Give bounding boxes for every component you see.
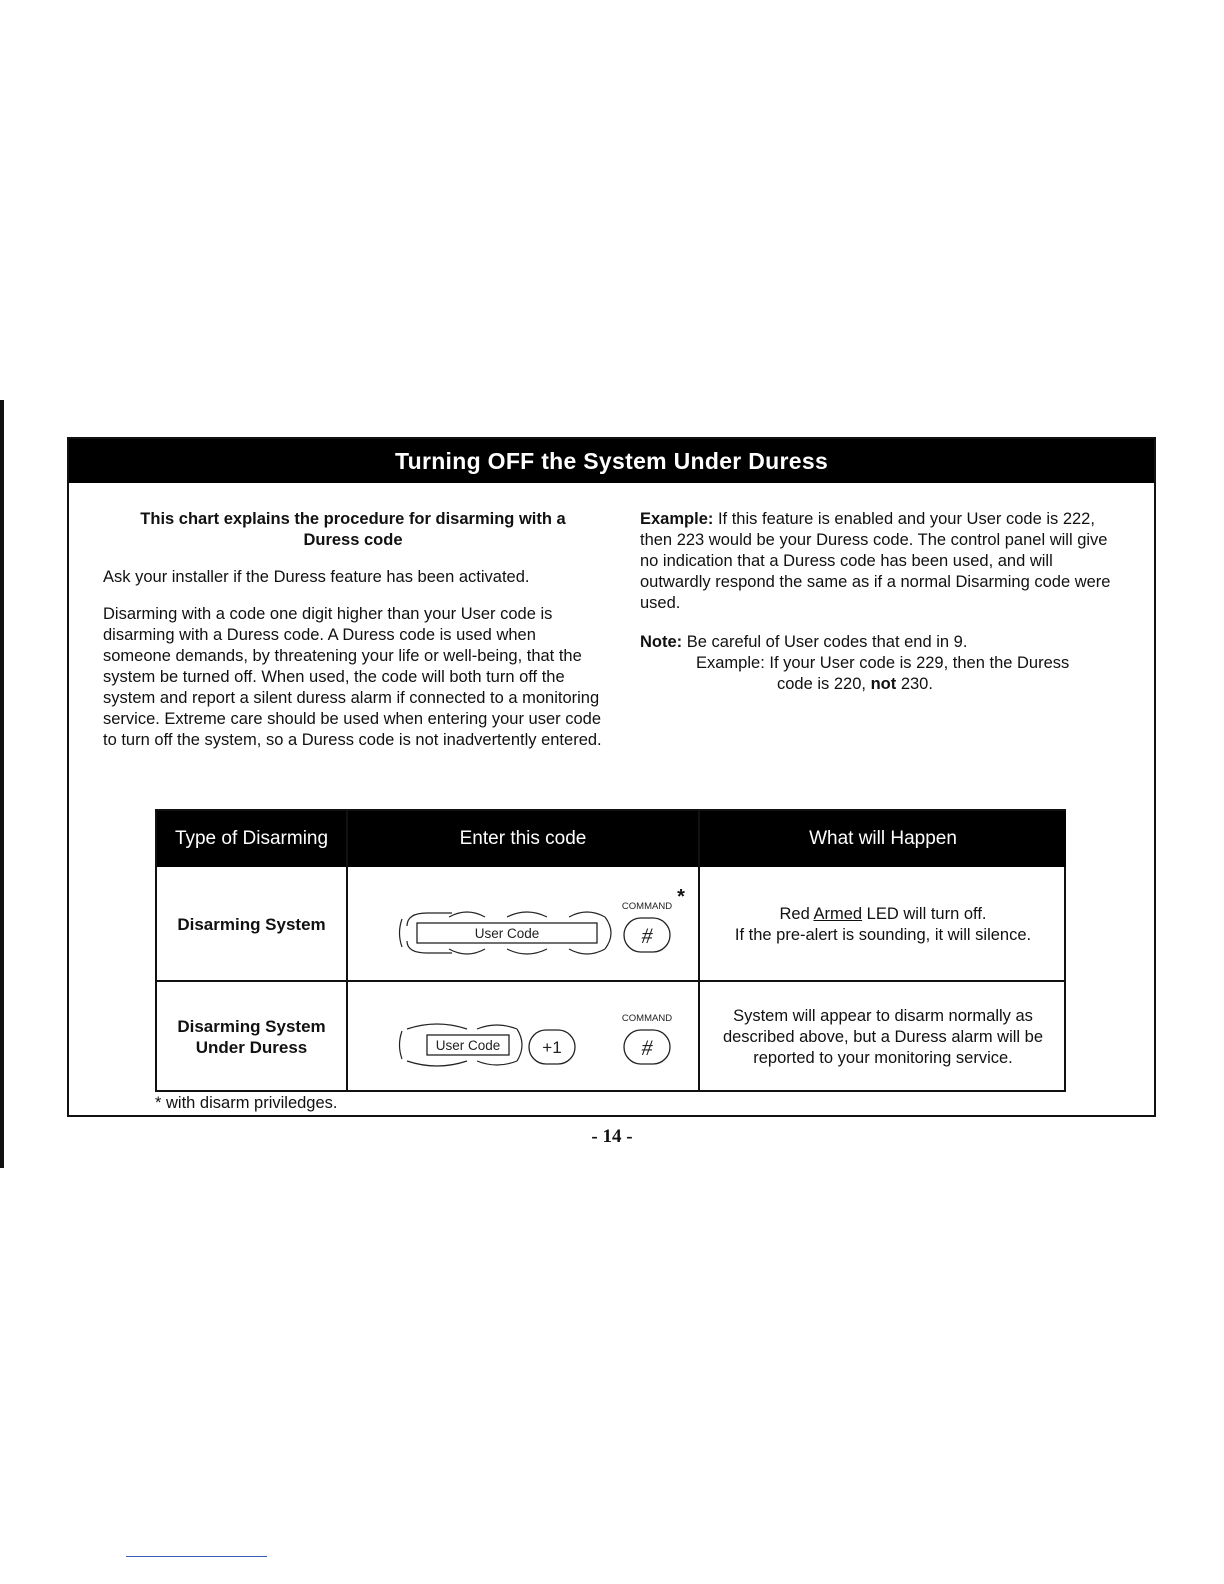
row2-type [157,982,346,1092]
row1-type: Disarming System [177,915,326,934]
note-line-3-post: 230. [900,675,933,693]
user-code-key-label: User Code [435,1038,501,1053]
note-line-3-pre: code is 220, [777,675,866,693]
note-line-2: Example: If your User code is 229, then the Duress [696,654,1070,672]
row2-result: System will appear to disarm normally as described above, but a Duress alarm will be reported to your monitoring service. [722,1006,1044,1067]
note-line-3 [640,674,1120,695]
row1-result-line2: If the pre-alert is sounding, it will silence. [734,925,1032,944]
note-line-1 [640,632,1120,653]
disarming-table [155,809,1066,1092]
example-label: Example: [640,510,714,528]
row1-result-line1 [780,904,987,925]
panel-title: Turning OFF the System Under Duress [69,439,1154,483]
result-text: LED will turn off. [866,904,987,923]
intro-column [103,509,603,767]
row1-key-sequence [367,881,697,976]
command-label: COMMAND [621,901,673,912]
header-code: Enter this code [348,811,698,867]
table-divider [346,811,348,1090]
example-column [640,509,1120,695]
duress-panel [67,437,1156,1117]
footnote: * with disarm priviledges. [155,1094,338,1112]
scan-edge-bar [0,400,4,1168]
row2-type-line2: Under Duress [195,1038,308,1057]
row2-type-line1: Disarming System [177,1017,326,1036]
note-label: Note: [640,633,683,651]
intro-paragraph-duress: Disarming with a code one digit higher than your User code is disarming with a Duress code. A Duress code is used when someone demands, by threatening your life or well-being, that the system be turned off. When used, the code will both turn off the system and report a silent duress alarm if connected to a monitoring service. Extreme care should be used when entering your user code to turn off the system, so a Duress code is not inadvertently entered. [103,605,602,749]
bottom-rule [126,1556,267,1557]
note-text: Be careful of User codes that end in 9. [686,633,968,651]
command-label: COMMAND [621,1013,673,1024]
intro-paragraph-installer: Ask your installer if the Duress feature has been activated. [103,568,530,586]
result-text: Red [779,904,810,923]
user-code-key-label: User Code [474,926,540,941]
key-outline [407,913,452,926]
page-number: - 14 - [591,1126,633,1147]
row2-key-sequence [367,993,697,1088]
header-type: Type of Disarming [157,811,346,867]
example-paragraph [640,509,1120,614]
intro-heading: This chart explains the procedure for disarming with a Duress code [140,510,566,549]
row1-result [700,869,1066,980]
hash-key-icon: # [641,923,653,948]
hash-key-icon: # [641,1035,653,1060]
header-result: What will Happen [700,811,1066,867]
example-text: If this feature is enabled and your User code is 222, then 223 would be your Duress code. The control panel will give no indication that a Duress code has been used, and will outwardly respond the same as if a normal Disarming code were used. [640,510,1111,612]
note-block [640,632,1120,695]
plus-one-label: +1 [542,1038,562,1057]
armed-text: Armed [813,904,863,923]
asterisk-mark: * [677,886,685,908]
note-line-3-bold: not [870,675,897,693]
